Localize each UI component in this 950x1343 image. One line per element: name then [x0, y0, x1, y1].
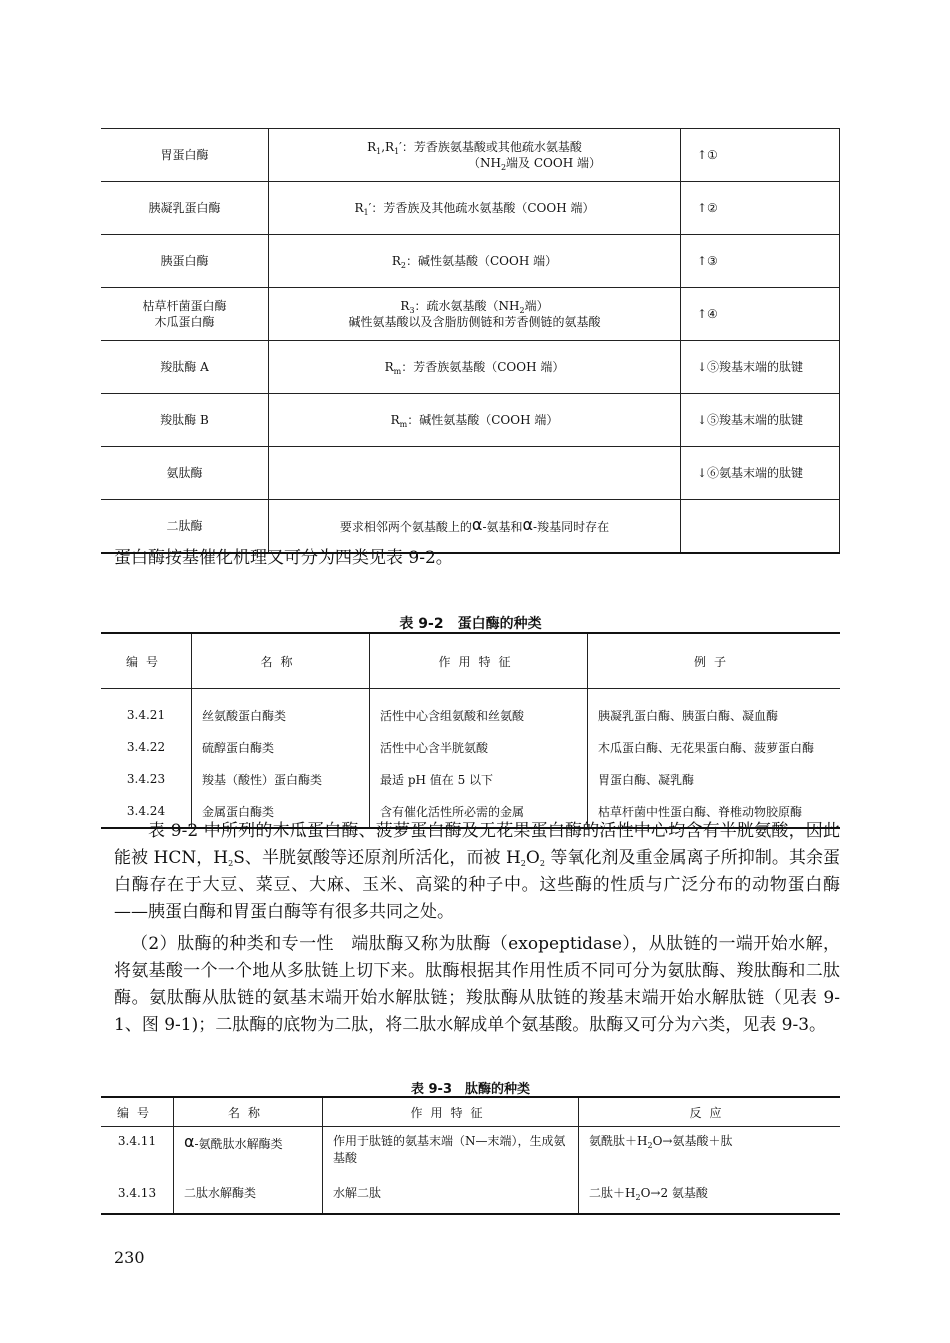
table-cell: 3.4.23 [126, 772, 166, 786]
cleavage-note: ↑③ [681, 235, 840, 288]
table-cell: 3.4.13 [101, 1179, 174, 1214]
table-row [101, 1127, 840, 1180]
specificity-cell: $R_m$：碱性氨基酸（COOH 端） [269, 394, 681, 447]
column-header: 作用特征 [370, 633, 588, 689]
table-cell: 羧基（酸性）蛋白酶类 [192, 763, 370, 795]
page-number: 230 [114, 1248, 145, 1267]
table-cell: 3.4.22 [126, 740, 166, 754]
table-header-row [101, 633, 840, 689]
table-9-3-caption: 表 9-3 肽酶的种类 [410, 1082, 530, 1097]
table-cell: 3.4.24 [101, 795, 192, 828]
specificity-cell: $R_1'$：芳香族及其他疏水氨基酸（COOH 端） [269, 182, 681, 235]
table-cell: α-氨酰肽水解酶类 [174, 1127, 323, 1180]
table-row [101, 394, 840, 447]
cleavage-note: ↓⑤羧基末端的肽键 [681, 341, 840, 394]
column-header: 作用特征 [323, 1097, 579, 1127]
table-row [101, 1179, 840, 1214]
table-row [101, 129, 840, 182]
enzyme-specificity-table [101, 128, 840, 554]
specificity-cell: $R_3$：疏水氨基酸（$NH_2$端） 碱性氨基酸以及含脂肪侧链和芳香侧链的氨基酸 [269, 288, 681, 341]
table-cell: 含有催化活性所必需的金属 [370, 795, 588, 828]
table-row [101, 731, 840, 763]
table-cell: 3.4.21 [126, 708, 166, 722]
table-cell: 活性中心含组氨酸和丝氨酸 [370, 689, 588, 732]
peptidase-types-table [101, 1096, 840, 1215]
table-cell: 二肽$+H_2O\to 2$ 氨基酸 [579, 1179, 841, 1214]
column-header: 反应 [579, 1097, 841, 1127]
table-row [101, 447, 840, 500]
table-cell: 二肽水解酶类 [174, 1179, 323, 1214]
specificity-cell: 要求相邻两个氨基酸上的α-氨基和α-羧基同时存在 [269, 500, 681, 554]
column-header: 名称 [192, 633, 370, 689]
intro-paragraph: 蛋白酶按基催化机理又可分为四类见表 9-2。 [114, 548, 453, 568]
table-row [101, 182, 840, 235]
table-cell: 作用于肽链的氨基末端（N—末端），生成氨基酸 [323, 1127, 579, 1180]
column-header: 名称 [174, 1097, 323, 1127]
table-cell: 硫醇蛋白酶类 [192, 731, 370, 763]
enzyme-name: 二肽酶 [101, 500, 269, 554]
protease-types-table [101, 632, 840, 829]
table-row [101, 341, 840, 394]
table-cell: 活性中心含半胱氨酸 [370, 731, 588, 763]
column-header: 编号 [101, 633, 192, 689]
table-cell: 氨酰肽$+H_2O\to$氨基酸＋肽 [579, 1127, 841, 1180]
column-header: 例子 [588, 633, 841, 689]
cleavage-note: ↓⑥氨基末端的肽键 [681, 447, 840, 500]
enzyme-name: 氨肽酶 [101, 447, 269, 500]
table-cell: 胃蛋白酶、凝乳酶 [588, 763, 841, 795]
table-row [101, 763, 840, 795]
column-header: 编号 [101, 1097, 174, 1127]
table-cell: 木瓜蛋白酶、无花果蛋白酶、菠萝蛋白酶 [588, 731, 841, 763]
table-row [101, 235, 840, 288]
body-paragraph-2: 表 9-2 中所列的木瓜蛋白酶、菠萝蛋白酶及无花果蛋白酶的活性中心均含有半胱氨酸，因此能被 HCN，$H_2S$、半胱氨酸等还原剂所活化，而被 $H_2O_2$ 等氧化剂及重金属离子所抑制。其余蛋白酶存在于大豆、菜豆、大麻、玉米、高粱的种子中。这些酶的性质与广泛分布的动物蛋白酶——胰蛋白酶和胃蛋白酶等有很多共同之处。 [114, 821, 841, 922]
enzyme-name: 胰凝乳蛋白酶 [101, 182, 269, 235]
specificity-cell: $R_1,R_1'$：芳香族氨基酸或其他疏水氨基酸 （$NH_2$端及 COOH 端） [269, 129, 681, 182]
specificity-cell: $R_2$：碱性氨基酸（COOH 端） [269, 235, 681, 288]
table-cell: 丝氨酸蛋白酶类 [192, 689, 370, 732]
cleavage-note: ↓⑤羧基末端的肽键 [681, 394, 840, 447]
specificity-cell: $R_m$：芳香族氨基酸（COOH 端） [269, 341, 681, 394]
enzyme-name: 枯草杆菌蛋白酶 木瓜蛋白酶 [101, 288, 269, 341]
table-cell: 3.4.11 [117, 1134, 157, 1148]
cleavage-note: ↑② [681, 182, 840, 235]
enzyme-name: 胰蛋白酶 [101, 235, 269, 288]
specificity-cell [269, 447, 681, 500]
table-9-2-caption: 表 9-2 蛋白酶的种类 [399, 616, 542, 632]
table-cell: 金属蛋白酶类 [192, 795, 370, 828]
cleavage-note: ↑④ [681, 288, 840, 341]
body-paragraph-3: （2）肽酶的种类和专一性 端肽酶又称为肽酶（exopeptidase），从肽链的一端开始水解，将氨基酸一个一个地从多肽链上切下来。肽酶根据其作用性质不同可分为氨肽酶、羧肽酶和二肽酶。氨肽酶从肽链的氨基末端开始水解肽链；羧肽酶从肽链的羧基末端开始水解肽链（见表 9-1、图 9-1)；二肽酶的底物为二肽，将二肽水解成单个氨基酸。肽酶又可分为六类，见表 9-3。 [114, 934, 840, 1035]
cleavage-note: ↑① [681, 129, 840, 182]
enzyme-name: 羧肽酶 A [101, 341, 269, 394]
table-cell: 枯草杆菌中性蛋白酶、脊椎动物胶原酶 [588, 795, 841, 828]
table-header-row [101, 1097, 840, 1127]
enzyme-name: 胃蛋白酶 [101, 129, 269, 182]
table-cell: 胰凝乳蛋白酶、胰蛋白酶、凝血酶 [588, 689, 841, 732]
table-cell: 水解二肽 [323, 1179, 579, 1214]
table-row [101, 689, 840, 732]
enzyme-name: 羧肽酶 B [101, 394, 269, 447]
table-row [101, 288, 840, 341]
table-cell: 最适 pH 值在 5 以下 [370, 763, 588, 795]
